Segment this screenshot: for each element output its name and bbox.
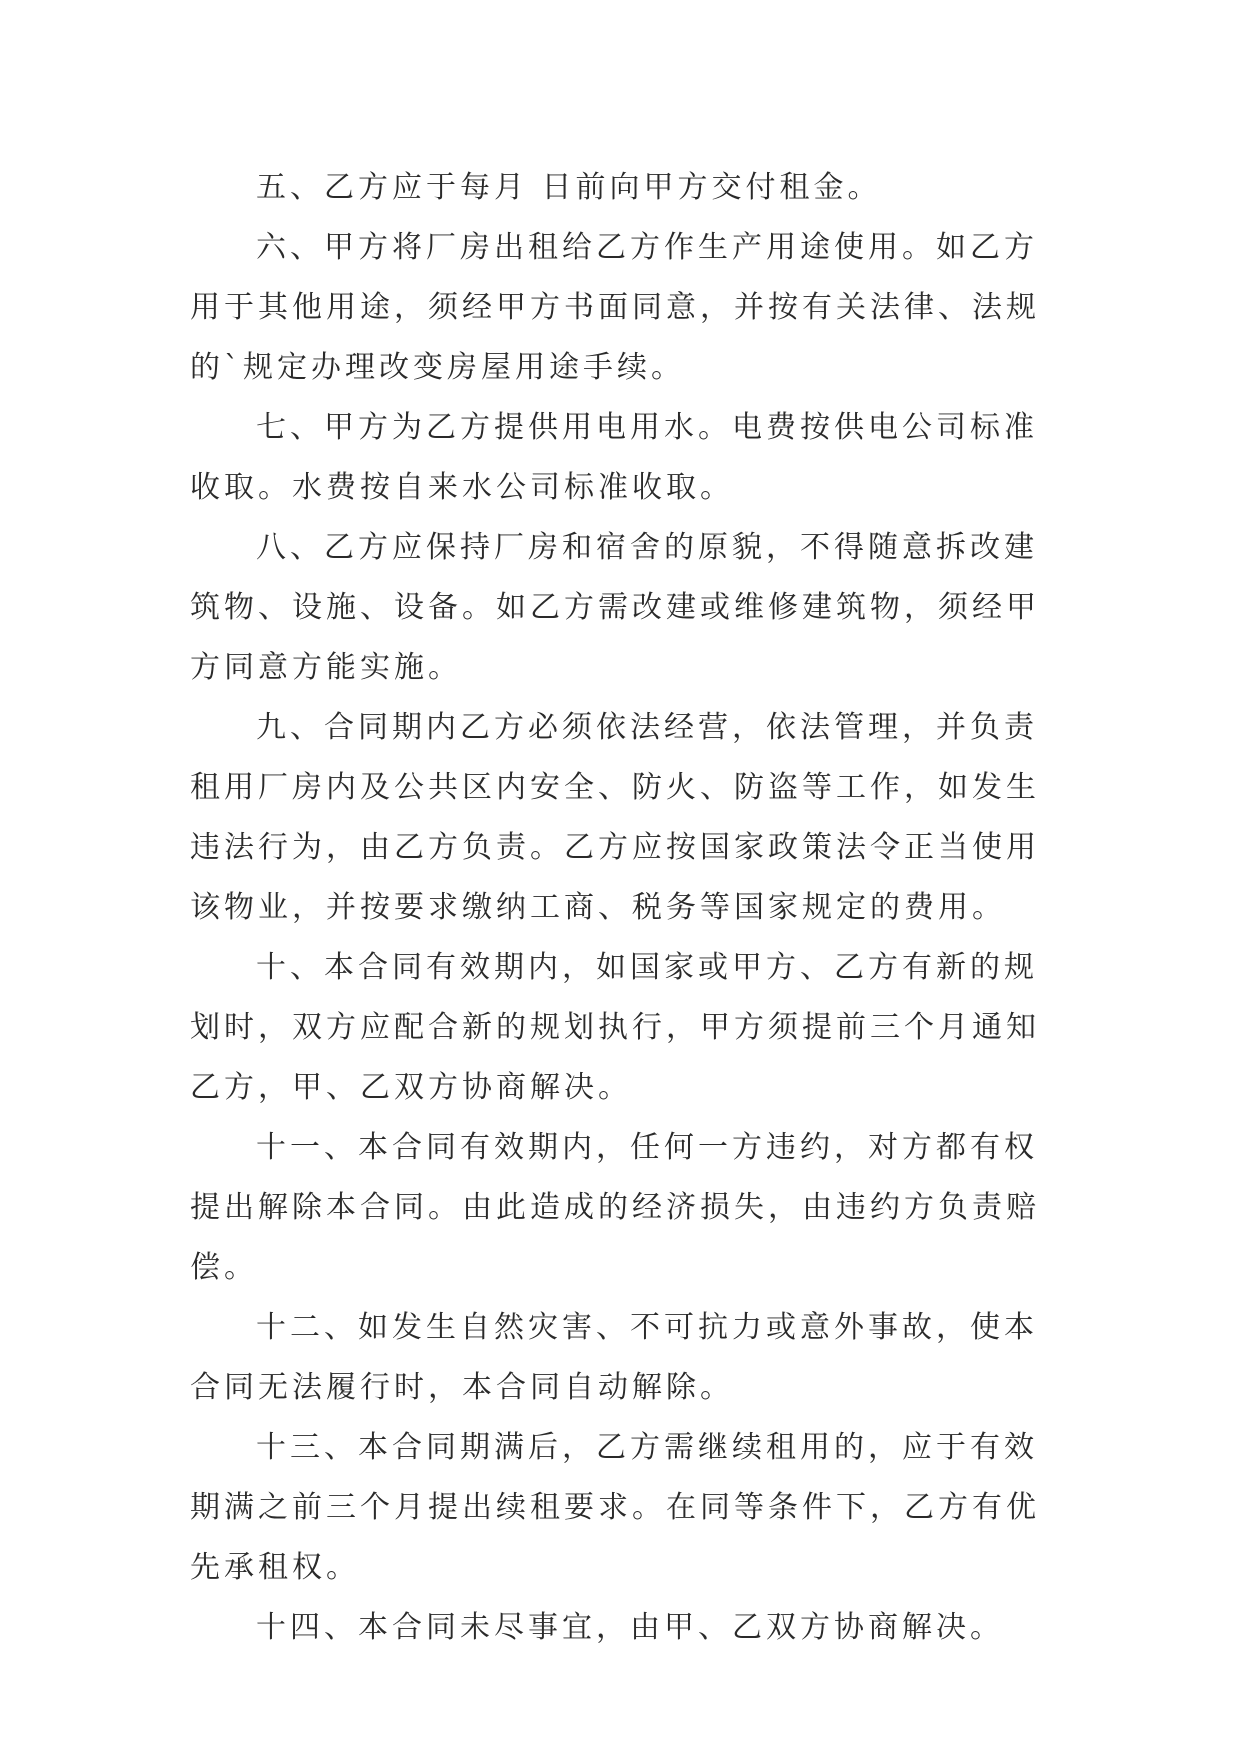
clause-11: 十一、本合同有效期内，任何一方违约，对方都有权提出解除本合同。由此造成的经济损失，由违约方负责赔偿。 xyxy=(190,1130,1040,1285)
clause-7: 七、甲方为乙方提供用电用水。电费按供电公司标准收取。水费按自来水公司标准收取。 xyxy=(190,410,1038,505)
clause-6: 六、甲方将厂房出租给乙方作生产用途使用。如乙方用于其他用途，须经甲方书面同意，并按有关法律、法规的`规定办理改变房屋用途手续。 xyxy=(190,230,1040,385)
clause-9: 九、合同期内乙方必须依法经营，依法管理，并负责租用厂房内及公共区内安全、防火、防盗等工作，如发生违法行为，由乙方负责。乙方应按国家政策法令正当使用该物业，并按要求缴纳工商、税务等国家规定的费用。 xyxy=(190,710,1040,925)
clause-5: 五、乙方应于每月 日前向甲方交付租金。 xyxy=(256,170,882,205)
contract-body xyxy=(190,158,1070,1658)
clause-8: 八、乙方应保持厂房和宿舍的原貌，不得随意拆改建筑物、设施、设备。如乙方需改建或维修建筑物，须经甲方同意方能实施。 xyxy=(190,530,1040,685)
clause-13: 十三、本合同期满后，乙方需继续租用的，应于有效期满之前三个月提出续租要求。在同等条件下，乙方有优先承租权。 xyxy=(190,1430,1040,1585)
clause-12: 十二、如发生自然灾害、不可抗力或意外事故，使本合同无法履行时，本合同自动解除。 xyxy=(190,1310,1038,1405)
clause-14: 十四、本合同未尽事宜，由甲、乙双方协商解决。 xyxy=(256,1610,1004,1645)
clause-10: 十、本合同有效期内，如国家或甲方、乙方有新的规划时，双方应配合新的规划执行，甲方须提前三个月通知乙方，甲、乙双方协商解决。 xyxy=(190,950,1040,1105)
